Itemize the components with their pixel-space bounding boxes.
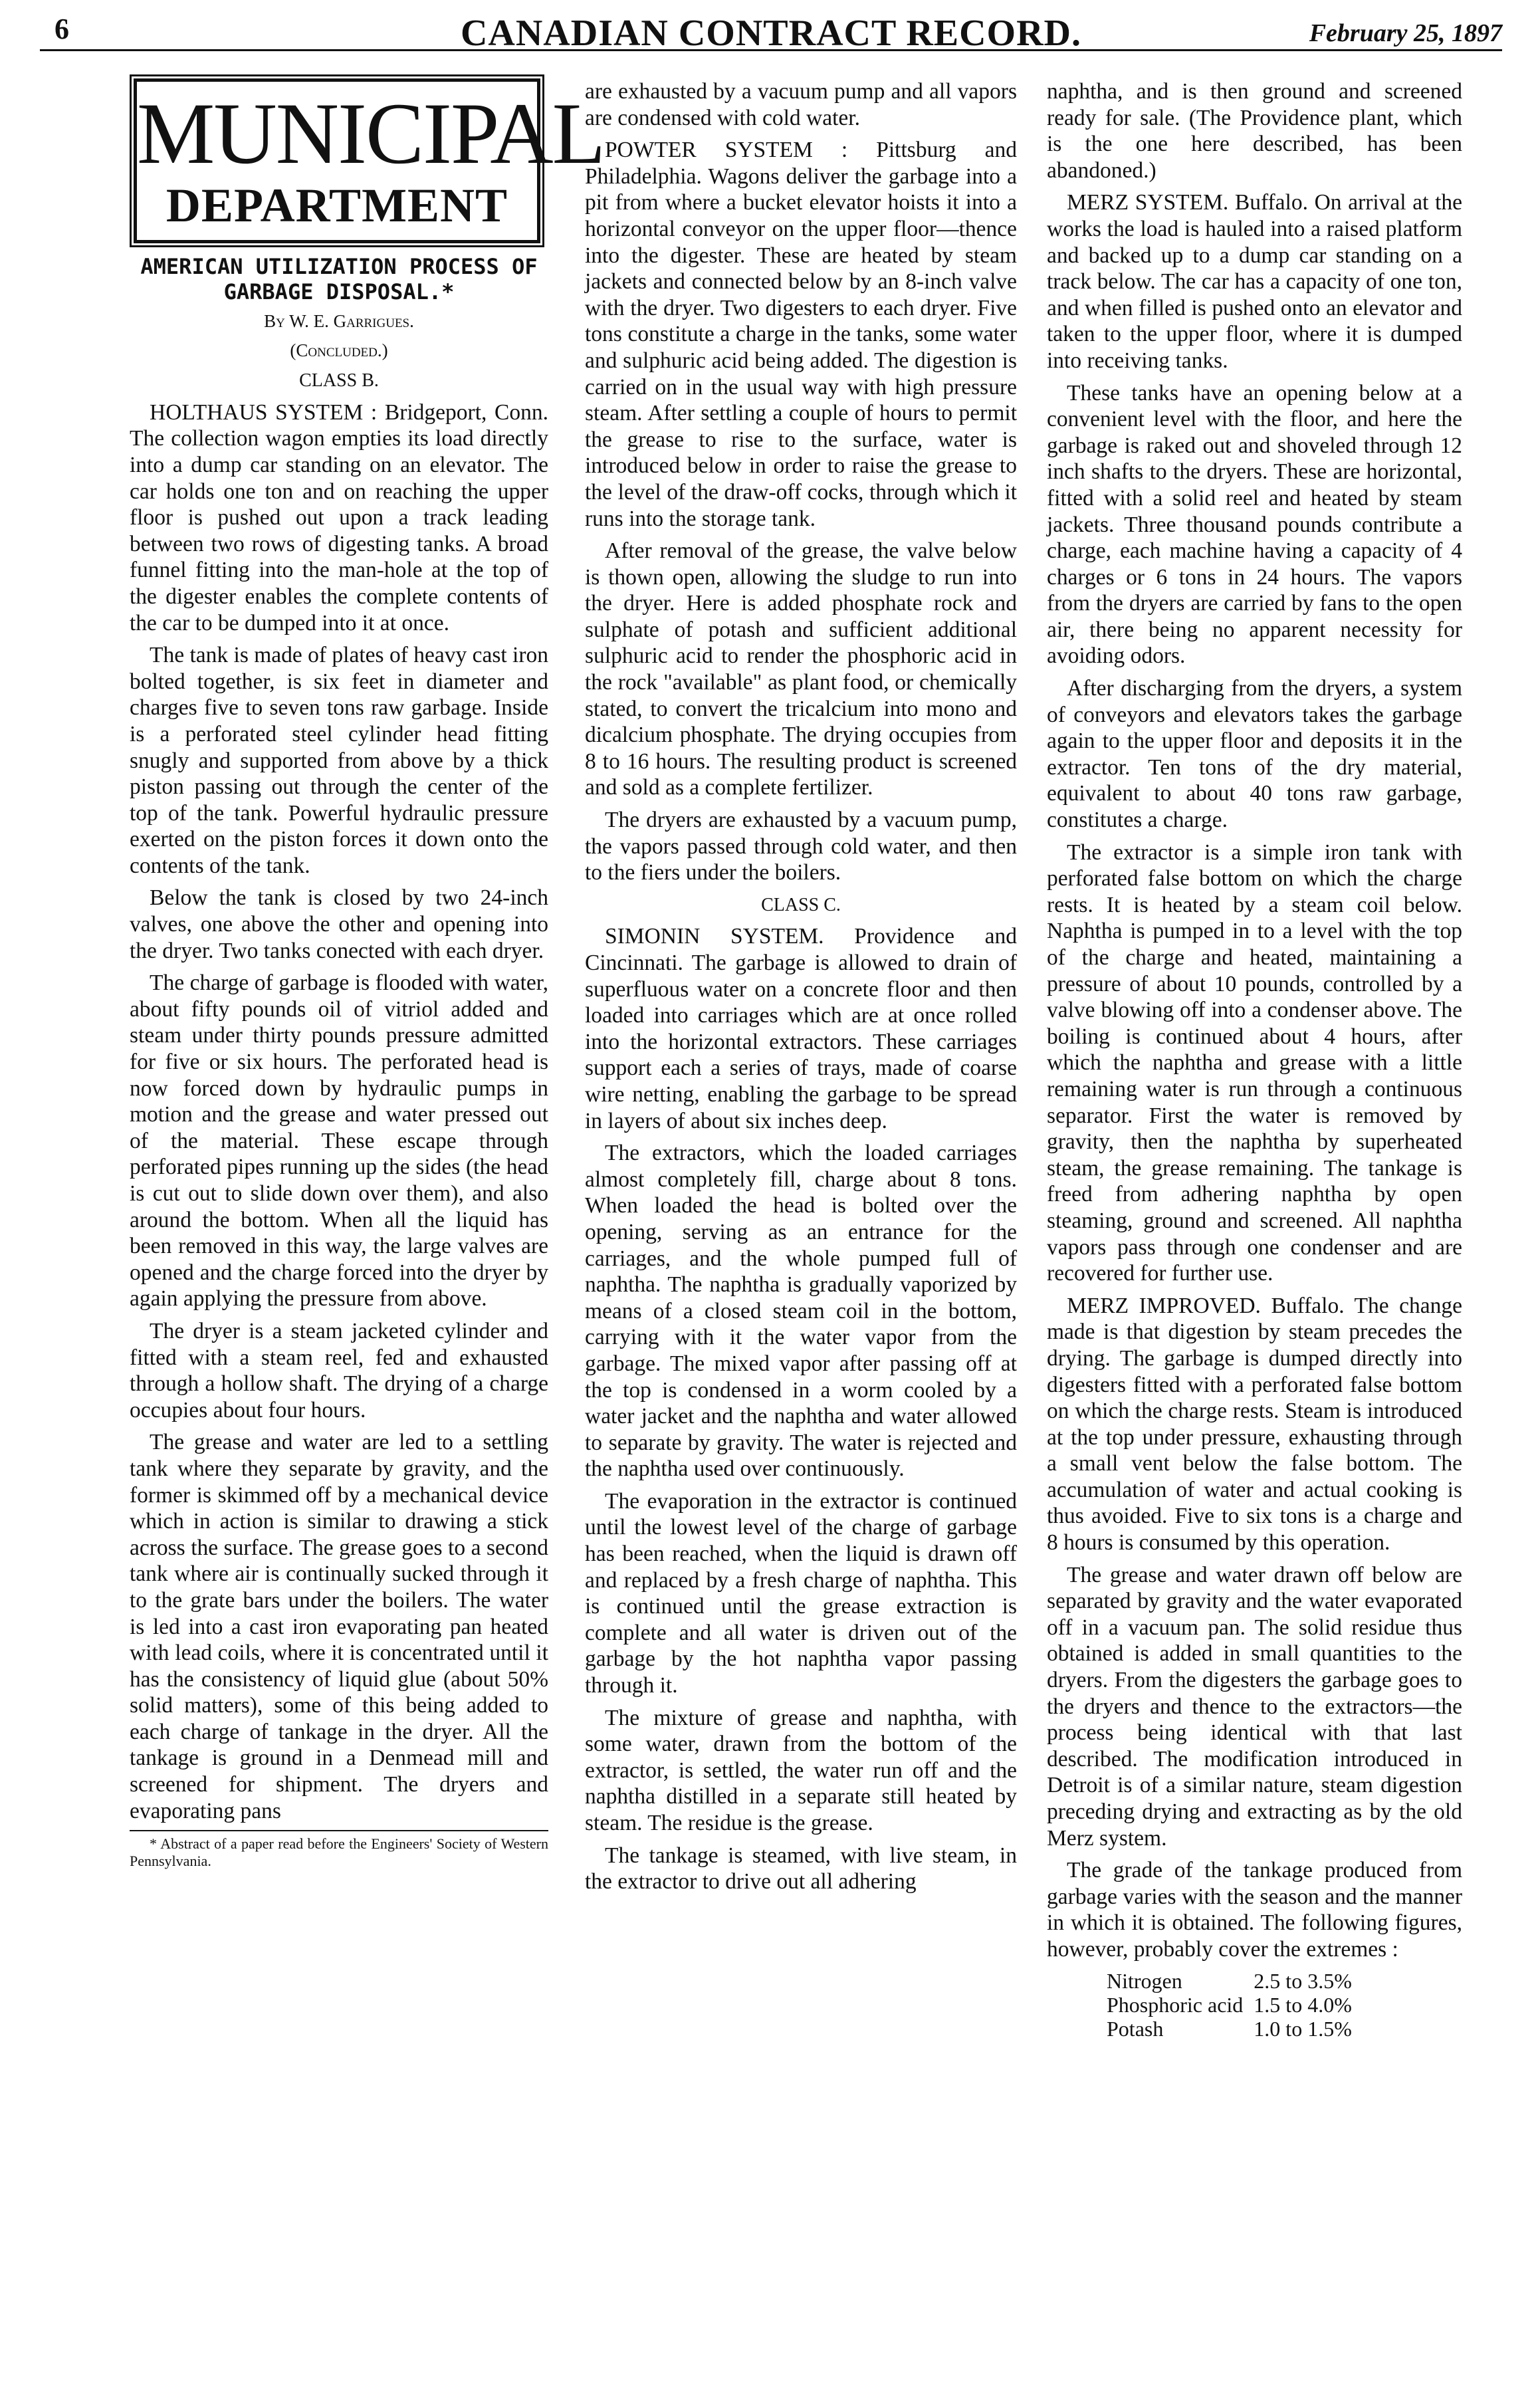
paragraph: are exhausted by a vacuum pump and all vapors are condensed with cold water. bbox=[585, 79, 1017, 130]
paragraph: The charge of garbage is flooded with water, about fifty pounds oil of vitriol added and steam under thirty pounds pressure admitted for five or six hours. The perforated head is now forced down by hydraulic pumps in motion and the grease and water pressed out of the material. These escape through perforated pipes running up the sides (the head is cut out to slide down over them), and also around the bottom. When all the liquid has been removed in this way, the large valves are opened and the charge forced into the dryer by again applying the pressure from above. bbox=[130, 970, 548, 1311]
paragraph: The grease and water are led to a settling tank where they separate by gravity, and the former is skimmed off by a mechanical device which in action is similar to drawing a stick across the surface. The grease goes to a second tank where air is continually sucked through it to the grate bars under the boilers. The water is led into a cast iron evaporating pan heated with lead coils, where it is concentrated until it has the consistency of liquid glue (about 50% solid matters), some of this being added to each charge of tankage in the dryer. All the tankage is ground in a Denmead mill and screened for shipment. The dryers and evaporating pans bbox=[130, 1430, 548, 1823]
class-b-heading: CLASS B. bbox=[299, 370, 379, 392]
paragraph: The tank is made of plates of heavy cast iron bolted together, is six feet in diameter and charges five to seven tons raw garbage. Inside is a perforated steel cylinder head fitting snugly and supported from above by a thick piston passing out through the center of the top of the tank. Powerful hydraulic pressure exerted on the piston forces it down onto the contents of the tank. bbox=[130, 643, 549, 878]
article-byline: By W. E. Garrigues. bbox=[264, 311, 414, 331]
table-cell-range: 2.5 to 3.5% bbox=[1254, 1968, 1352, 1993]
paragraph: The dryer is a steam jacketed cylinder and fitted with a steam reel, fed and exhausted through a hollow shaft. The drying of a charge occupies about four hours. bbox=[130, 1318, 548, 1423]
article-concluded: (Concluded.) bbox=[290, 340, 388, 360]
table-row bbox=[1107, 2017, 1363, 2041]
table-cell-item: Nitrogen bbox=[1107, 1968, 1182, 1993]
table-cell-item: Phosphoric acid bbox=[1107, 1992, 1244, 2017]
section-banner-line1: MUNICIPAL bbox=[137, 84, 605, 182]
paragraph: The extractors, which the loaded carriages almost completely fill, charge about 8 tons. When loaded the head is bolted over the opening, serving as an entrance for the carriages, and the whole pumped full of naphtha. The naphtha is gradually vaporized by means of a closed steam coil in the bottom, carrying with it the water vapor from the garbage. The mixed vapor after passing off at the top is condensed in a worm cooled by a water jacket and the naphtha and water allowed to separate by gravity. The water is rejected and the naphtha used over continuously. bbox=[585, 1141, 1017, 1482]
paragraph: SIMONIN SYSTEM. Providence and Cincinnati. The garbage is allowed to drain of superfluous water on a concrete floor and then loaded into carriages which are at once rolled into the horizontal extractors. These carriages support each a series of trays, made of coarse wire netting, enabling the garbage to be spread in layers of about six inches deep. bbox=[585, 924, 1017, 1133]
table-cell-range: 1.5 to 4.0% bbox=[1254, 1992, 1352, 2017]
publication-title: CANADIAN CONTRACT RECORD. bbox=[460, 13, 1081, 54]
paragraph: Below the tank is closed by two 24-inch valves, one above the other and opening into the dryer. Two tanks conected with each dryer. bbox=[130, 885, 548, 963]
table-row bbox=[1107, 1969, 1363, 1993]
section-banner bbox=[134, 78, 605, 243]
paragraph: The mixture of grease and naphtha, with some water, drawn from the bottom of the extractor, is settled, the water run off and the naphtha distilled in a separate still heated by steam. The residue is the grease. bbox=[585, 1705, 1017, 1835]
paragraph: After discharging from the dryers, a system of conveyors and elevators takes the garbage again to the upper floor and deposits it in the extractor. Ten tons of the dry material, equivalent to about 40 tons raw garbage, constitutes a charge. bbox=[1047, 676, 1462, 833]
paragraph: HOLTHAUS SYSTEM : Bridgeport, Conn. The collection wagon empties its load directly into a dump car standing on an elevator. The car holds one ton and on reaching the upper floor is pushed out upon a track leading between two rows of digesting tanks. A broad funnel fitting into the man-hole at the top of the digester enables the complete contents of the car to be dumped into it at once. bbox=[130, 399, 548, 635]
table-cell-item: Potash bbox=[1107, 2016, 1164, 2041]
table-row bbox=[1107, 1993, 1363, 2017]
column-3 bbox=[1047, 78, 1462, 2041]
paragraph: After removal of the grease, the valve below is thown open, allowing the sludge to run into the dryer. Here is added phosphate rock and sulphate of potash and sufficient additional sulphuric acid to render the phosphoric acid in the rock "available" as plant food, or chemically stated, to convert the tricalcium into mono and dicalcium phosphate. The drying occupies from 8 to 16 hours. The resulting product is screened and sold as a complete fertilizer. bbox=[585, 538, 1017, 800]
paragraph: The extractor is a simple iron tank with perforated false bottom on which the charge rests. It is heated by a steam coil below. Naphtha is pumped in to a level with the top of the charge and heated, maintaining a pressure of about 10 pounds, controlled by a valve blowing off into a condenser above. The boiling is continued about 4 hours, after which the naphtha and grease with a little remaining water is run through a continuous separator. First the water is removed by gravity, then the naphtha by superheated steam, the grease remaining. The tankage is freed from adhering naphtha by open steaming, ground and screened. All naphtha vapors pass through one condenser and are recovered for further use. bbox=[1047, 840, 1462, 1286]
issue-date: February 25, 1897 bbox=[1309, 19, 1502, 47]
column-2 bbox=[585, 78, 1017, 1901]
paragraph: The grease and water drawn off below are separated by gravity and the water evaporated off in a vacuum pan. The solid residue thus obtained is added in small quantities to the dryers. From the digesters the garbage goes to the dryers and thence to the extractors—the process being identical with that last described. The modification introduced in Detroit is of a similar nature, steam digestion preceding drying and extracting as by the old Merz system. bbox=[1047, 1562, 1462, 1851]
paragraph: POWTER SYSTEM : Pittsburg and Philadelphia. Wagons deliver the garbage into a pit from where a bucket elevator hoists it into a horizontal conveyor on the upper floor—thence into the digester. These are heated by steam jackets and connected below by an 8-inch valve with the dryer. Two digesters to each dryer. Five tons constitute a charge in the tanks, some water and sulphuric acid being added. The digestion is carried on in the usual way with high pressure steam. After settling a couple of hours to permit the grease to rise to the surface, water is introduced below in order to raise the grease to the level of the draw-off cocks, through which it runs into the storage tank. bbox=[585, 138, 1017, 531]
column-1 bbox=[130, 78, 605, 1876]
paragraph: The grade of the tankage produced from garbage varies with the season and the manner in which it is obtained. The following figures, however, probably cover the extremes : bbox=[1047, 1858, 1462, 1962]
article-title: AMERICAN UTILIZATION PROCESS OF GARBAGE DISPOSAL.* bbox=[140, 254, 538, 304]
footnote: * Abstract of a paper read before the Engineers' Society of Western Pennsylvania. bbox=[130, 1830, 548, 1870]
class-c-heading: CLASS C. bbox=[761, 894, 841, 915]
paragraph: These tanks have an opening below at a convenient level with the floor, and here the garbage is raked out and shoveled through 12 inch shafts to the dryers. These are horizontal, fitted with a solid reel and heated by steam jackets. Three thousand pounds contribute a charge, each machine having a capacity of 4 charges or 6 tons in 24 hours. The vapors from the dryers are carried by fans to the open air, there being no apparent necessity for avoiding odors. bbox=[1047, 380, 1462, 669]
paragraph: naphtha, and is then ground and screened ready for sale. (The Providence plant, which is the one here described, has been abandoned.) bbox=[1047, 79, 1462, 183]
tankage-table bbox=[1107, 1969, 1363, 2041]
paragraph: The tankage is steamed, with live steam, in the extractor to drive out all adhering bbox=[585, 1843, 1017, 1894]
paragraph: The dryers are exhausted by a vacuum pump, the vapors passed through cold water, and then to the fiers under the boilers. bbox=[585, 808, 1017, 885]
paragraph: MERZ SYSTEM. Buffalo. On arrival at the works the load is hauled into a raised platform and backed up to a dump car standing on a track below. The car has a capacity of one ton, and when filled is pushed onto an elevator and taken to the upper floor, where it is dumped into receiving tanks. bbox=[1047, 190, 1462, 373]
paragraph: MERZ IMPROVED. Buffalo. The change made is that digestion by steam precedes the drying. The garbage is dumped directly into digesters fitted with a perforated false bottom on which the charge rests. Steam is introduced at the top under pressure, exhausting through a small vent below the false bottom. The accumulation of water and actual cooking is thus avoided. Five to six tons is a charge and 8 hours is consumed by this operation. bbox=[1047, 1293, 1462, 1555]
paragraph: The evaporation in the extractor is continued until the lowest level of the charge of garbage has been reached, when the liquid is drawn off and replaced by a fresh charge of naphtha. This is continued until the grease extraction is complete and all water is driven out of the garbage by the hot naphtha vapor passing through it. bbox=[585, 1488, 1017, 1698]
section-banner-line2: DEPARTMENT bbox=[165, 179, 508, 232]
page-number: 6 bbox=[55, 13, 69, 45]
page-header bbox=[40, 12, 1502, 54]
table-cell-range: 1.0 to 1.5% bbox=[1254, 2016, 1352, 2041]
